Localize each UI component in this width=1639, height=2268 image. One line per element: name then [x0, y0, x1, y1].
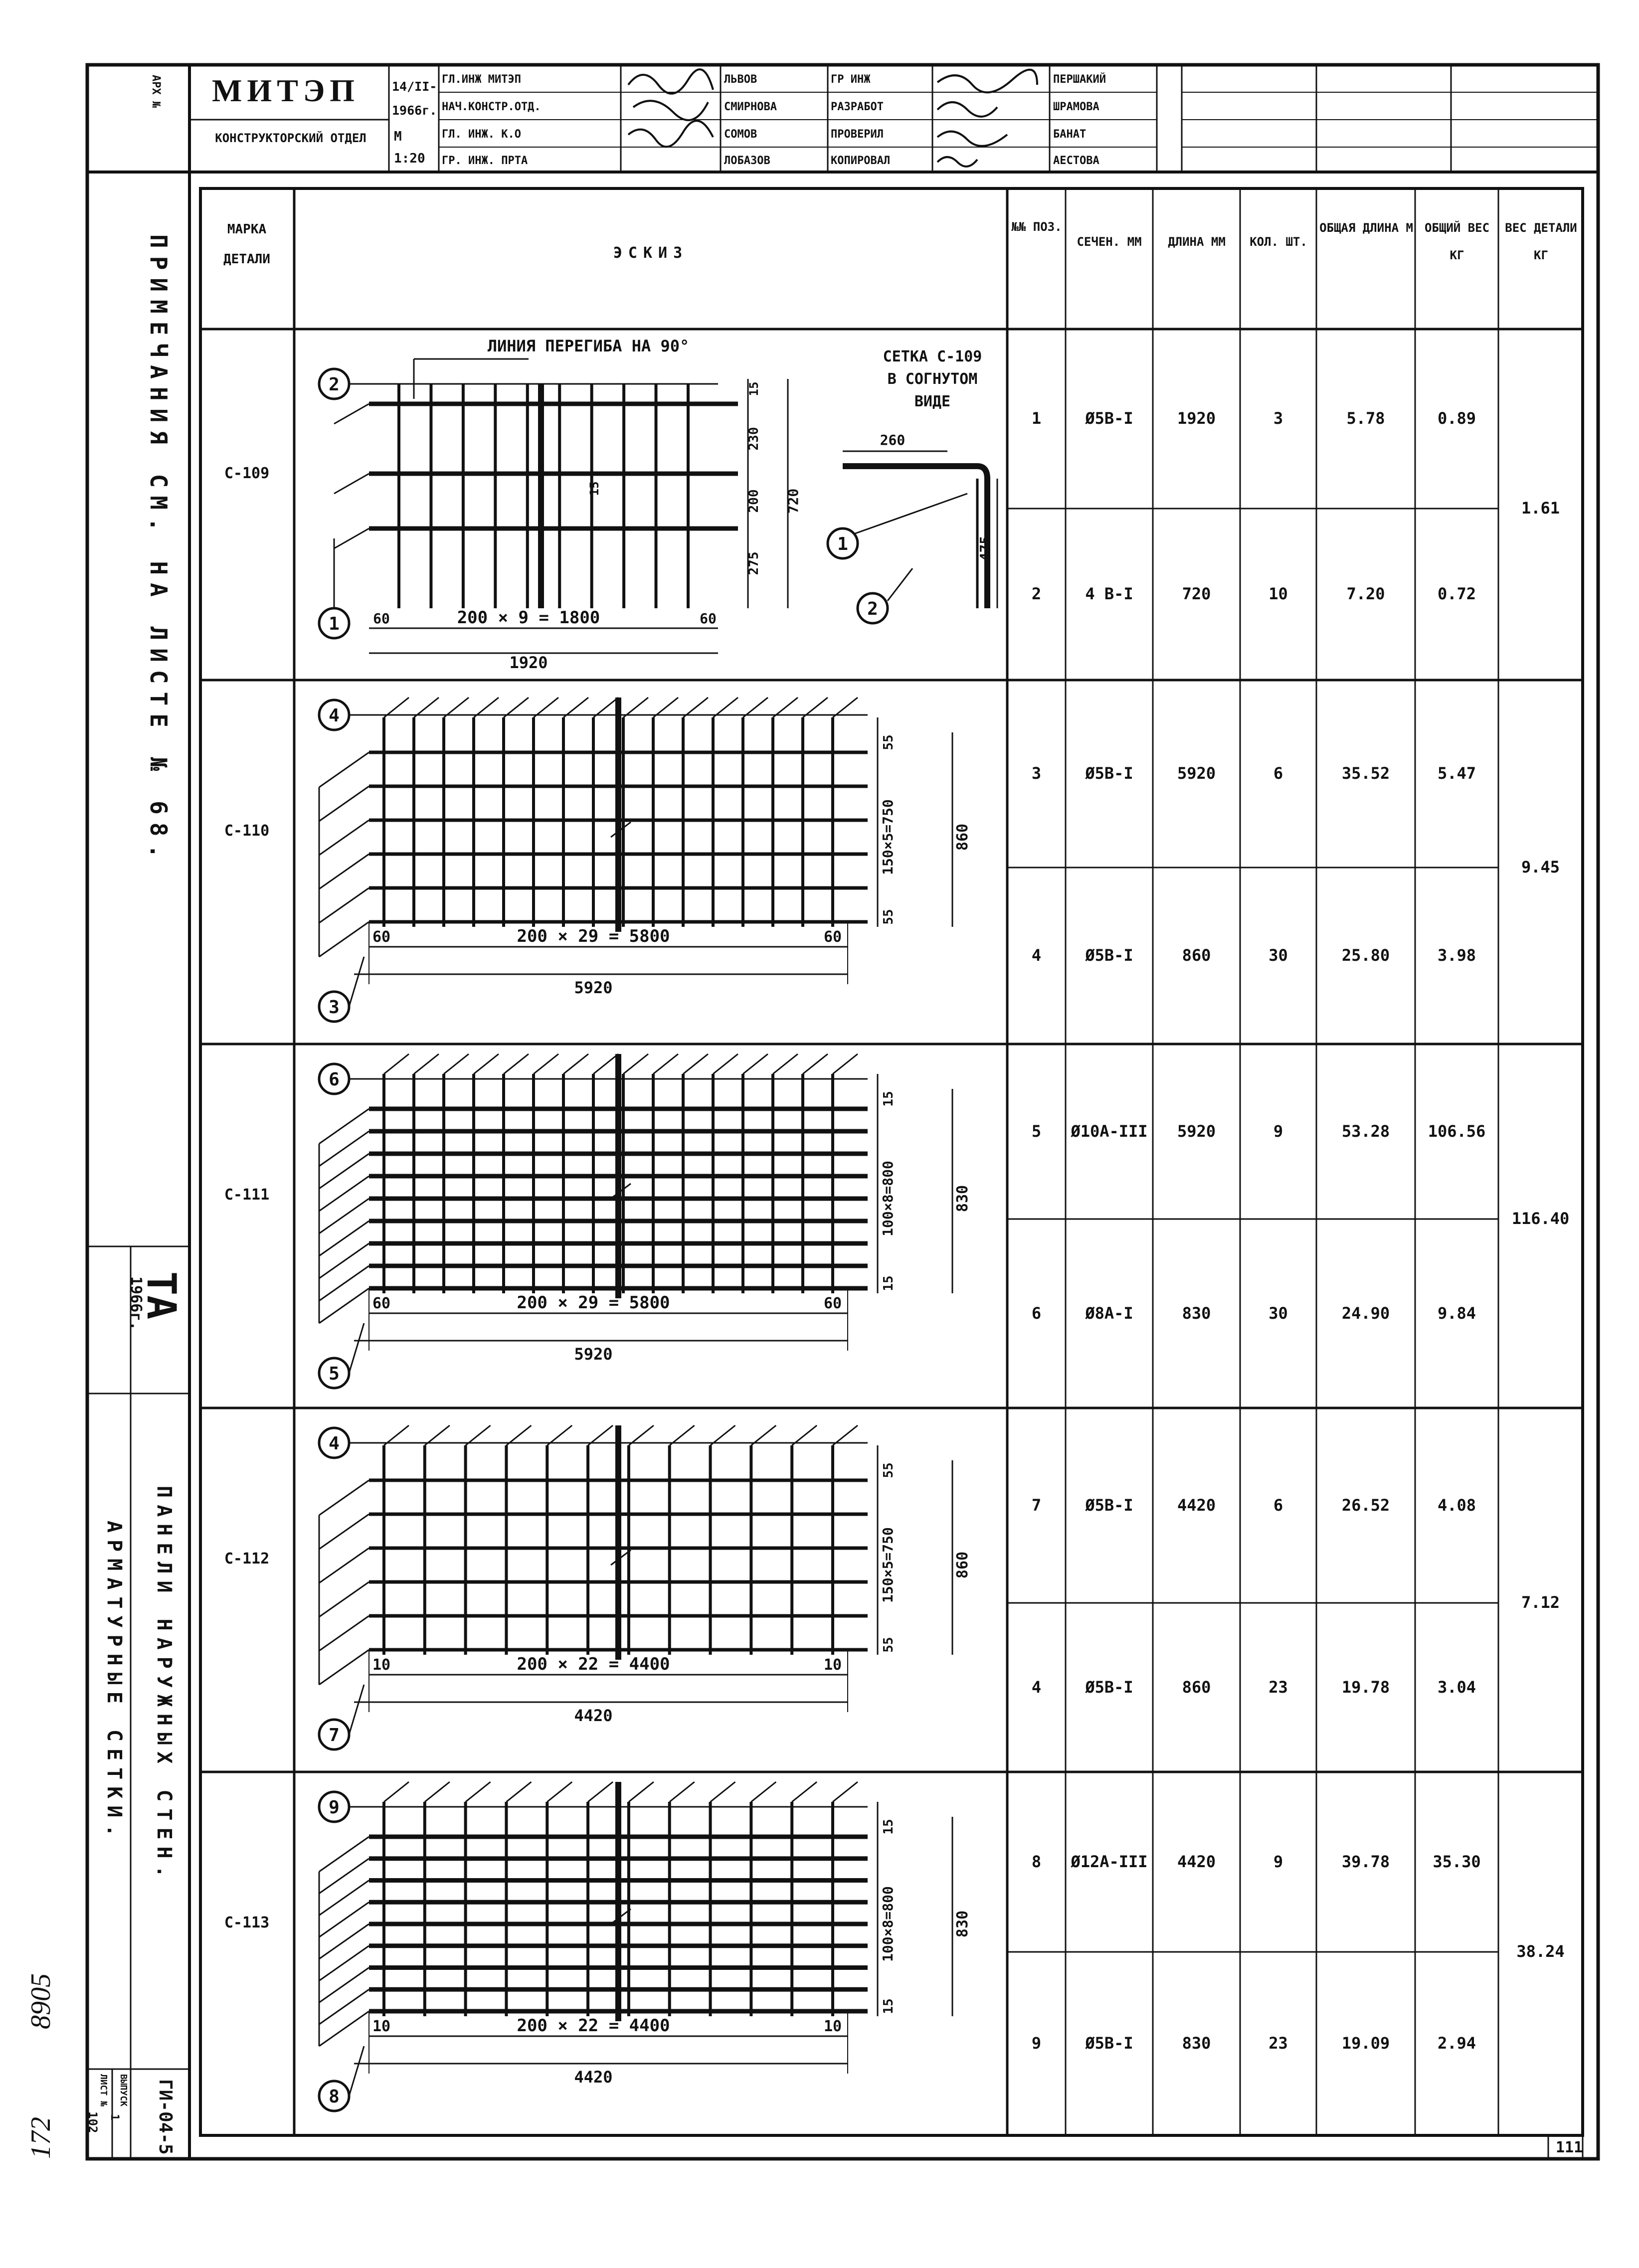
issue-label: ВЫПУСК [118, 2074, 129, 2107]
dimension-v2: 230 [746, 427, 761, 451]
dimension-v2: 15 [881, 1275, 896, 1291]
cell-total-length: 24.90 [1341, 1303, 1390, 1323]
cell-qty: 30 [1269, 1303, 1288, 1323]
header-mark: МАРКА ДЕТАЛИ [223, 222, 270, 267]
dimension-side: 260 [880, 432, 906, 448]
cell-total-length: 5.78 [1346, 409, 1385, 428]
cell-total-weight: 2.94 [1437, 2034, 1476, 2053]
dimension-left: 10 [372, 2018, 391, 2035]
detail-mark: С-109 [224, 465, 270, 482]
dimension-v1: 15 [747, 381, 761, 396]
cell-pos: 9 [1031, 2034, 1042, 2053]
dimension-v2: 15 [881, 1998, 896, 2014]
dimension-v2: 55 [881, 909, 896, 925]
cell-pos: 8 [1031, 1852, 1042, 1871]
dimension-left: 60 [372, 1295, 391, 1312]
cell-total-weight: 9.84 [1437, 1303, 1476, 1323]
dimension-v4: 275 [746, 551, 761, 575]
date-label: 14/II-1966г. [392, 79, 437, 118]
sheet-corner-number: 111 [1556, 2139, 1583, 2156]
position-marker-label: 8 [329, 2087, 340, 2107]
scale-label: М 1:20 [394, 129, 425, 166]
handwritten-number: 8905 [25, 1973, 56, 2029]
cell-pos: 1 [1031, 409, 1042, 428]
cell-length: 4420 [1177, 1495, 1216, 1515]
dimension-v1: 55 [881, 1462, 896, 1478]
role-2: НАЧ.КОНСТР.ОТД. [442, 101, 541, 113]
cell-section: Ø10А-III [1071, 1121, 1148, 1141]
sheet-value: 102 [86, 2111, 100, 2133]
role2-2: РАЗРАБОТ [831, 101, 884, 113]
position-marker-label: 7 [329, 1725, 340, 1745]
cell-section: 4 В-I [1085, 584, 1133, 603]
cell-total-weight: 35.30 [1433, 1852, 1481, 1871]
cell-pos: 3 [1031, 764, 1042, 783]
cell-section: Ø5В-I [1085, 409, 1133, 428]
cell-total-weight: 106.56 [1428, 1121, 1486, 1141]
position-marker-label: 5 [329, 1364, 340, 1384]
series-code: ГИ-04-5 [155, 2079, 176, 2155]
bent-view-title: ВИДЕ [914, 393, 951, 410]
cell-qty: 10 [1269, 584, 1288, 603]
dimension-vmid: 100×8=800 [880, 1886, 896, 1962]
dimension-vmid: 15 [587, 481, 601, 496]
dimension-vmid: 100×8=800 [880, 1161, 896, 1236]
sheet-title-1: ПАНЕЛИ НАРУЖНЫХ СТЕН. [153, 1486, 176, 1885]
role2-4: КОПИРОВАЛ [831, 155, 891, 167]
dimension-middle: 200 × 29 = 5800 [517, 1293, 670, 1313]
cell-total-length: 7.20 [1346, 584, 1385, 603]
cell-length: 5920 [1177, 764, 1216, 783]
dimension-v1: 55 [881, 734, 896, 750]
cell-total-weight: 0.89 [1437, 409, 1476, 428]
dimension-middle: 200 × 22 = 4400 [517, 1654, 670, 1674]
dimension-left: 10 [372, 1656, 391, 1674]
cell-qty: 6 [1273, 764, 1283, 783]
org-name: МИТЭП [212, 73, 360, 108]
cell-qty: 3 [1273, 409, 1283, 428]
cell-detail-weight: 1.61 [1521, 499, 1560, 518]
cell-qty: 9 [1273, 1852, 1283, 1871]
dimension-total: 1920 [509, 653, 548, 672]
name2-4: АЕСТОВА [1053, 155, 1099, 167]
position-marker-label: 1 [329, 614, 340, 634]
name2-3: БАНАТ [1053, 128, 1087, 141]
cell-section: Ø5В-I [1085, 764, 1133, 783]
issue-value: 1 [108, 2114, 121, 2121]
cell-detail-weight: 9.45 [1521, 858, 1560, 876]
cell-length: 830 [1182, 1303, 1211, 1323]
cell-pos: 7 [1031, 1495, 1042, 1515]
dimension-v1: 15 [881, 1091, 896, 1107]
cell-total-weight: 3.98 [1437, 946, 1476, 965]
ta-year: 1966г. [127, 1276, 145, 1331]
dimension-vtotal: 830 [954, 1910, 971, 1938]
ta-mark: ТА [138, 1271, 184, 1320]
dimension-left: 60 [372, 928, 391, 946]
position-marker-label: 4 [329, 1433, 340, 1454]
cell-total-length: 35.52 [1341, 764, 1390, 783]
dimension-v3: 200 [746, 489, 761, 513]
notes-vertical: ПРИМЕЧАНИЯ СМ. НА ЛИСТЕ № 68. [145, 234, 172, 867]
cell-detail-weight: 116.40 [1511, 1209, 1570, 1228]
dept-name: КОНСТРУКТОРСКИЙ ОТДЕЛ [215, 131, 366, 145]
cell-section: Ø8А-I [1085, 1303, 1133, 1323]
dimension-middle: 200 × 29 = 5800 [517, 926, 670, 946]
dimension-vmid: 150×5=750 [880, 1527, 896, 1603]
bent-view-title: В СОГНУТОМ [887, 370, 978, 388]
header-total-length: ОБЩАЯ ДЛИНА М [1319, 221, 1413, 235]
cell-length: 1920 [1177, 409, 1216, 428]
dimension-vtotal: 860 [954, 1551, 971, 1579]
bend-line-note: ЛИНИЯ ПЕРЕГИБА НА 90° [487, 337, 690, 355]
cell-total-length: 25.80 [1341, 946, 1390, 965]
detail-mark: С-112 [224, 1550, 270, 1568]
dimension-total: 5920 [574, 1345, 613, 1364]
name-3: СОМОВ [724, 128, 757, 141]
dimension-vtotal: 830 [954, 1185, 971, 1213]
detail-mark: С-113 [224, 1914, 270, 1931]
archive-label: АРХ № [150, 75, 162, 108]
name2-1: ПЕРШАКИЙ [1053, 73, 1106, 86]
cell-length: 4420 [1177, 1852, 1216, 1871]
position-marker-label: 3 [329, 997, 340, 1018]
dimension-right: 60 [823, 928, 842, 946]
cell-pos: 6 [1031, 1303, 1042, 1323]
header-detail-weight: ВЕС ДЕТАЛИ КГ [1505, 221, 1577, 262]
cell-section: Ø5В-I [1085, 2034, 1133, 2053]
cell-section: Ø5В-I [1085, 1495, 1133, 1515]
cell-total-length: 19.78 [1341, 1677, 1390, 1697]
dimension-right: 10 [823, 1656, 842, 1674]
handwritten-number-2: 172 [25, 2117, 56, 2159]
cell-section: Ø5В-I [1085, 1677, 1133, 1697]
role-1: ГЛ.ИНЖ МИТЭП [442, 73, 521, 86]
header-sketch: ЭСКИЗ [613, 244, 689, 262]
position-marker-label: 2 [867, 599, 878, 619]
cell-qty: 30 [1269, 946, 1288, 965]
dimension-vmid: 150×5=750 [880, 799, 896, 875]
cell-section: Ø5В-I [1085, 946, 1133, 965]
position-marker-label: 1 [837, 534, 848, 554]
cell-length: 830 [1182, 2034, 1211, 2053]
cell-detail-weight: 38.24 [1516, 1942, 1565, 1961]
header-pos: №№ ПОЗ. [1011, 220, 1062, 234]
name-2: СМИРНОВА [724, 101, 777, 113]
name-1: ЛЬВОВ [724, 73, 757, 86]
name-4: ЛОБАЗОВ [724, 155, 770, 167]
dimension-total: 5920 [574, 978, 613, 997]
dimension-v1: 15 [881, 1819, 896, 1835]
detail-mark: С-111 [224, 1186, 270, 1204]
cell-pos: 4 [1031, 1677, 1042, 1697]
name2-2: ШРАМОВА [1053, 101, 1099, 113]
cell-detail-weight: 7.12 [1521, 1593, 1560, 1612]
dimension-side: 475 [977, 535, 993, 561]
cell-length: 860 [1182, 946, 1211, 965]
dimension-vtotal: 860 [954, 823, 971, 851]
role-4: ГР. ИНЖ. ПРТА [442, 155, 528, 167]
cell-length: 5920 [1177, 1121, 1216, 1141]
header-section: СЕЧЕН. ММ [1077, 235, 1142, 249]
role2-3: ПРОВЕРИЛ [831, 128, 884, 141]
cell-total-length: 26.52 [1341, 1495, 1390, 1515]
cell-pos: 4 [1031, 946, 1042, 965]
header-length: ДЛИНА ММ [1168, 235, 1226, 249]
cell-total-weight: 4.08 [1437, 1495, 1476, 1515]
position-marker-label: 6 [329, 1069, 340, 1090]
position-marker-label: 4 [329, 705, 340, 726]
cell-length: 720 [1182, 584, 1211, 603]
header-total-weight: ОБЩИЙ ВЕС КГ [1424, 221, 1490, 262]
cell-total-length: 53.28 [1341, 1121, 1390, 1141]
detail-mark: С-110 [224, 822, 270, 840]
dimension-v2: 55 [881, 1637, 896, 1653]
cell-qty: 9 [1273, 1121, 1283, 1141]
cell-qty: 23 [1269, 2034, 1288, 2053]
position-marker-label: 9 [329, 1797, 340, 1818]
role-3: ГЛ. ИНЖ. К.О [442, 128, 521, 141]
dimension-right: 10 [823, 2018, 842, 2035]
dimension-left: 60 [373, 610, 390, 627]
header-qty: КОЛ. ШТ. [1250, 235, 1307, 249]
cell-section: Ø12А-III [1071, 1852, 1148, 1871]
dimension-right: 60 [700, 610, 717, 627]
dimension-middle: 200 × 22 = 4400 [517, 2016, 670, 2036]
role2-1: ГР ИНЖ [831, 73, 871, 86]
dimension-total: 4420 [574, 2068, 613, 2087]
cell-total-weight: 5.47 [1437, 764, 1476, 783]
dimension-total: 4420 [574, 1706, 613, 1725]
sheet-label: ЛИСТ № [98, 2074, 109, 2107]
cell-total-length: 19.09 [1341, 2034, 1390, 2053]
cell-total-weight: 0.72 [1437, 584, 1476, 603]
bent-view-title: СЕТКА С-109 [883, 348, 982, 365]
cell-total-weight: 3.04 [1437, 1677, 1476, 1697]
cell-pos: 5 [1031, 1121, 1042, 1141]
dimension-right: 60 [823, 1295, 842, 1312]
dimension-middle: 200 × 9 = 1800 [457, 608, 600, 628]
cell-length: 860 [1182, 1677, 1211, 1697]
position-marker-label: 2 [329, 374, 340, 395]
cell-pos: 2 [1031, 584, 1042, 603]
cell-qty: 6 [1273, 1495, 1283, 1515]
dimension-vtotal: 720 [785, 488, 801, 514]
cell-total-length: 39.78 [1341, 1852, 1390, 1871]
sheet-title-2: АРМАТУРНЫЕ СЕТКИ. [103, 1521, 126, 1844]
cell-qty: 23 [1269, 1677, 1288, 1697]
